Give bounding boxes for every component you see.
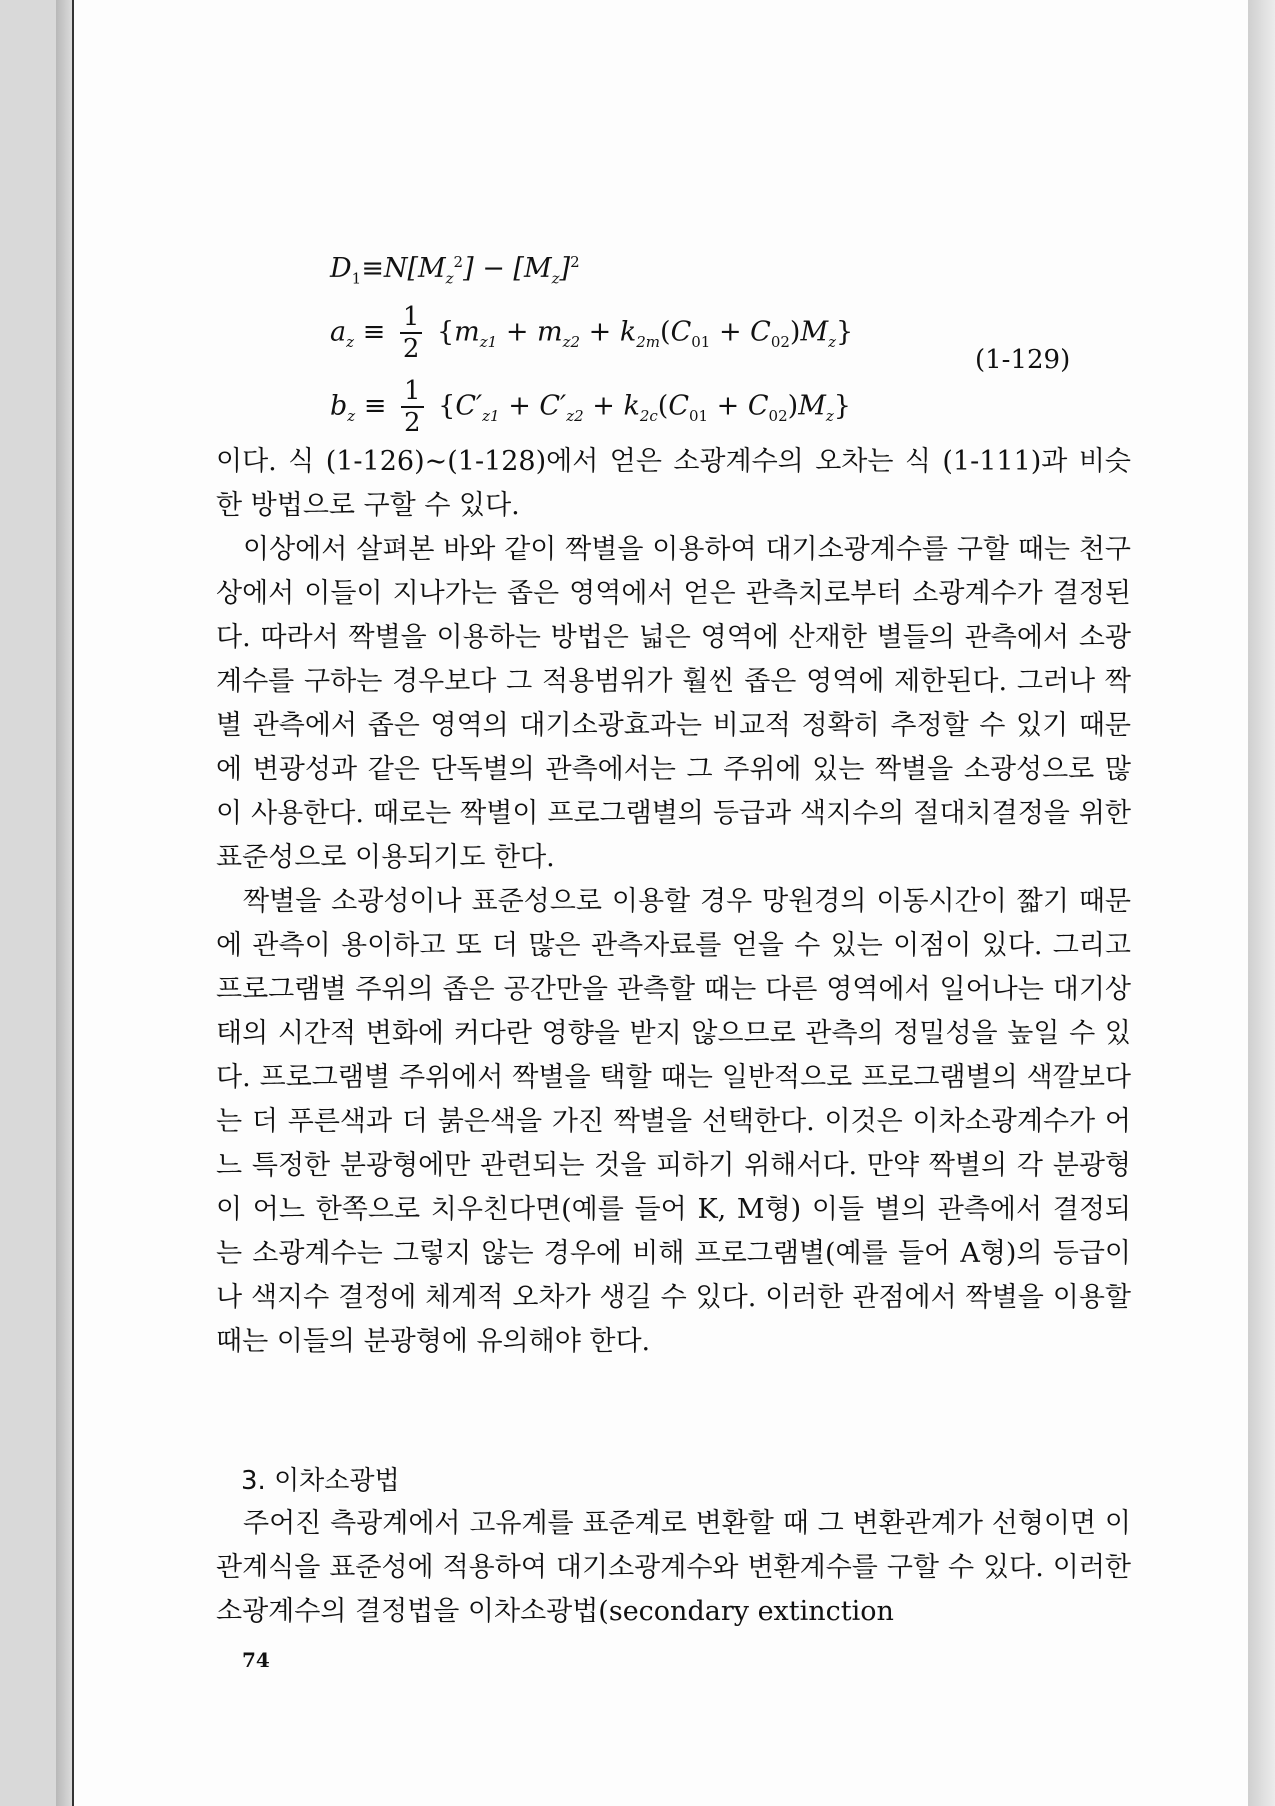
equation-number: (1-129) — [975, 345, 1071, 375]
equation-d1: $D_1\equiv N[M_z^2] - [M_z]^2$ — [330, 253, 580, 288]
page-number: 74 — [242, 1648, 270, 1672]
paragraph: 짝별을 소광성이나 표준성으로 이용할 경우 망원경의 이동시간이 짧기 때문에 관측이 용이하고 또 더 많은 관측자료를 얻을 수 있는 이점이 있다. 그리고 프로그램별 주위의 좁은 공간만을 관측할 때는 다른 영역에서 일어나는 대기상태의 시간적 변화에 커다란 영향을 받지 않으므로 관측의 정밀성을 높일 수 있다. 프로그램별 주위에서 짝별을 택할 때는 일반적으로 프로그램별의 색깔보다는 더 푸른색과 더 붉은색을 가진 짝별을 선택한다. 이것은 이차소광계수가 어느 특정한 분광형에만 관련되는 것을 피하기 위해서다. 만약 짝별의 각 분광형이 어느 한쪽으로 치우친다면(예를 들어 K, M형) 이들 별의 관측에서 결정되는 소광계수는 그렇지 않는 경우에 비해 프로그램별(예를 들어 A형)의 등급이나 색지수 결정에 체계적 오차가 생길 수 있다. 이러한 관점에서 짝별을 이용할 때는 이들의 분광형에 유의해야 한다. — [216, 886, 1131, 1357]
section-paragraph: 주어진 측광계에서 고유계를 표준계로 변환할 때 그 변환관계가 선형이면 이 관계식을 표준성에 적용하여 대기소광계수와 변환계수를 구할 수 있다. 이러한 소광계수의 결정법을 이차소광법(secondary extinction — [216, 1508, 1131, 1627]
equation-bz: $b_z$ ≡ $\frac{1}{2}$ $\{C'_{z1} + C'_{z2} + k_{2c}(C_{01} + C_{02})M_z\}$ — [330, 376, 851, 438]
equation-az: $a_z$ ≡ $\frac{1}{2}$ $\{m_{z1} + m_{z2} + k_{2m}(C_{01} + C_{02})M_z\}$ — [330, 302, 854, 364]
body-text — [216, 440, 1131, 1364]
paragraph: 이상에서 살펴본 바와 같이 짝별을 이용하여 대기소광계수를 구할 때는 천구상에서 이들이 지나가는 좁은 영역에서 얻은 관측치로부터 소광계수가 결정된다. 따라서 짝별을 이용하는 방법은 넓은 영역에 산재한 별들의 관측에서 소광계수를 구하는 경우보다 그 적용범위가 훨씬 좁은 영역에 제한된다. 그러나 짝별 관측에서 좁은 영역의 대기소광효과는 비교적 정확히 추정할 수 있기 때문에 변광성과 같은 단독별의 관측에서는 그 주위에 있는 짝별을 소광성으로 많이 사용한다. 때로는 짝별이 프로그램별의 등급과 색지수의 절대치결정을 위한 표준성으로 이용되기도 한다. — [216, 534, 1131, 873]
fraction-half: $\frac{1}{2}$ — [400, 304, 423, 362]
fraction-half: $\frac{1}{2}$ — [401, 378, 424, 436]
equation-block — [330, 248, 1130, 438]
page-edge-right — [1248, 0, 1275, 1806]
paragraph: 이다. 식 (1-126)∼(1-128)에서 얻은 소광계수의 오차는 식 (1-111)과 비슷한 방법으로 구할 수 있다. — [216, 446, 1131, 521]
section-heading: 3. 이차소광법 — [241, 1466, 400, 1496]
